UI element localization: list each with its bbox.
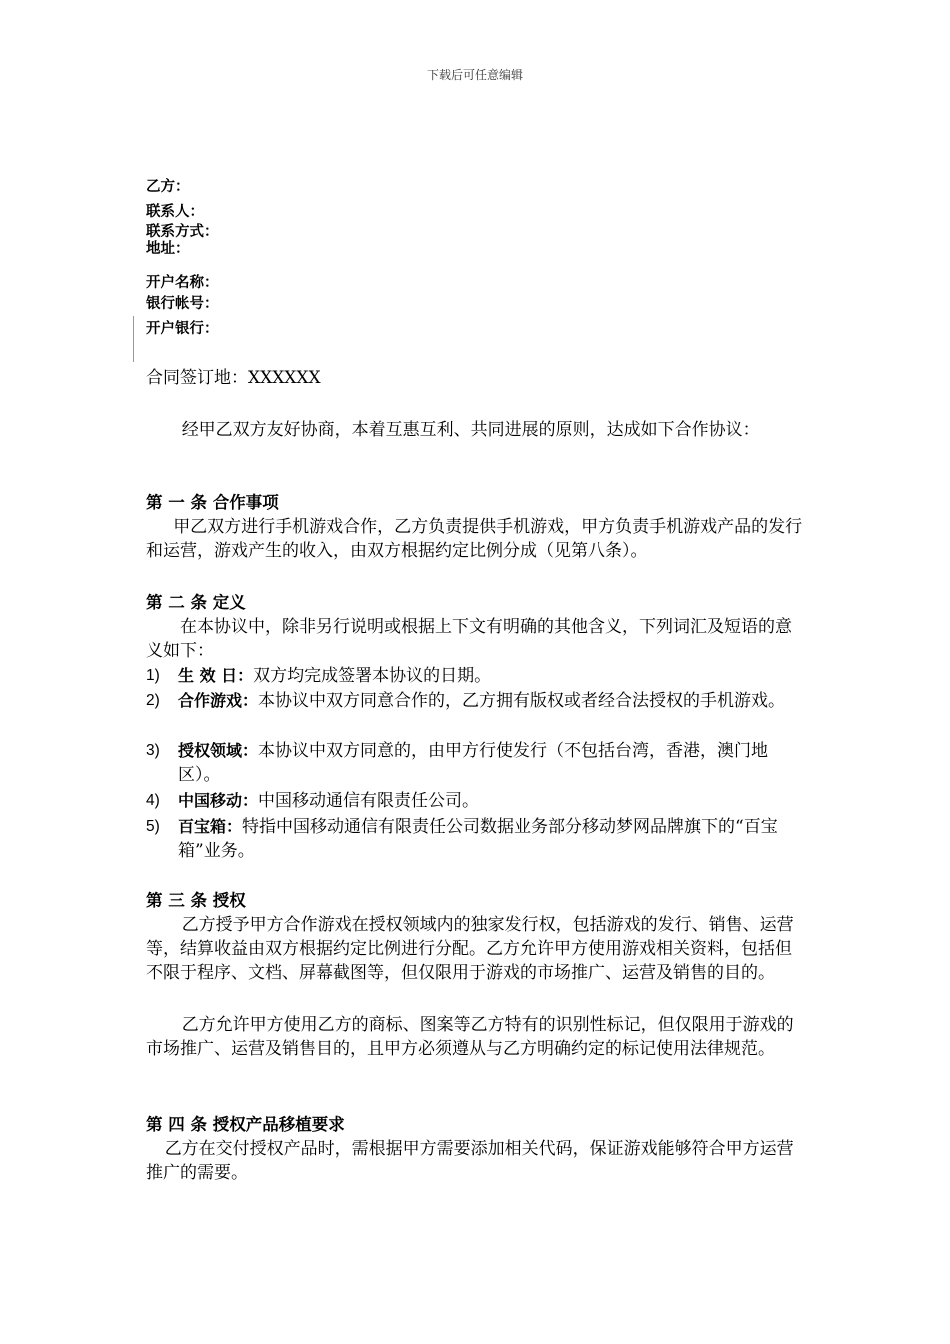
- article-3-paragraph-1: 乙方授予甲方合作游戏在授权领域内的独家发行权，包括游戏的发行、销售、运营等，结算收益由双方根据约定比例进行分配。乙方允许甲方使用游戏相关资料，包括但不限于程序、文档、屏幕截图等，但仅限用于游戏的市场推广、运营及销售的目的。: [146, 915, 794, 983]
- article-4-body: 乙方在交付授权产品时，需根据甲方需要添加相关代码，保证游戏能够符合甲方运营推广的需要。: [146, 1139, 794, 1183]
- article-2-heading: 第 二 条 定义: [146, 593, 246, 612]
- article-4-heading: 第 四 条 授权产品移植要求: [146, 1115, 345, 1134]
- definition-text: 本协议中双方同意合作的，乙方拥有版权或者经合法授权的手机游戏。: [258, 691, 786, 711]
- definition-number: 5): [146, 818, 160, 835]
- definition-number: 2): [146, 692, 160, 709]
- definition-term: 生 效 日：: [178, 666, 254, 685]
- definition-item: [146, 689, 804, 713]
- party-b-label: 乙方：: [146, 179, 190, 195]
- bank-account-label: 银行帐号：: [146, 296, 219, 312]
- margin-marker: [133, 316, 134, 362]
- intro-paragraph: 经甲乙双方友好协商，本着互惠互利、共同进展的原则，达成如下合作协议：: [181, 420, 760, 440]
- definition-text: 本协议中双方同意的，由甲方行使发行（不包括台湾，香港，澳门地区）。: [178, 741, 769, 785]
- definition-text: 双方均完成签署本协议的日期。: [253, 666, 492, 686]
- article-1-heading: 第 一 条 合作事项: [146, 493, 279, 512]
- definition-term: 中国移动：: [178, 791, 259, 810]
- article-1-body: 甲乙双方进行手机游戏合作，乙方负责提供手机游戏，甲方负责手机游戏产品的发行和运营，游戏产生的收入，由双方根据约定比例分成（见第八条）。: [146, 517, 803, 561]
- bank-label: 开户银行：: [146, 321, 219, 337]
- definition-term: 合作游戏：: [178, 691, 259, 710]
- account-name-label: 开户名称：: [146, 275, 219, 291]
- definition-item: [146, 739, 804, 787]
- contact-method-label: 联系方式：: [146, 224, 219, 240]
- header-note: 下载后可任意编辑: [426, 68, 523, 82]
- definition-text: 特指中国移动通信有限责任公司数据业务部分移动梦网品牌旗下的“百宝箱”业务。: [178, 817, 778, 861]
- definition-term: 授权领域：: [178, 741, 259, 760]
- definition-item: [146, 664, 804, 688]
- article-3-paragraph-2: 乙方允许甲方使用乙方的商标、图案等乙方特有的识别性标记，但仅限用于游戏的市场推广、运营及销售目的，且甲方必须遵从与乙方明确约定的标记使用法律规范。: [146, 1015, 794, 1059]
- contact-person-label: 联系人：: [146, 204, 204, 220]
- definition-item: [146, 815, 804, 863]
- article-2-intro: 在本协议中，除非另行说明或根据上下文有明确的其他含义，下列词汇及短语的意义如下：: [146, 617, 792, 661]
- definition-number: 3): [146, 742, 160, 759]
- article-3-heading: 第 三 条 授权: [146, 891, 246, 910]
- definition-number: 1): [146, 667, 160, 684]
- signing-place: 合同签订地：XXXXXX: [146, 368, 321, 388]
- definition-text: 中国移动通信有限责任公司。: [258, 791, 480, 811]
- definition-item: [146, 789, 804, 813]
- definition-term: 百宝箱：: [178, 817, 243, 836]
- address-label: 地址：: [146, 241, 190, 257]
- definition-number: 4): [146, 792, 160, 809]
